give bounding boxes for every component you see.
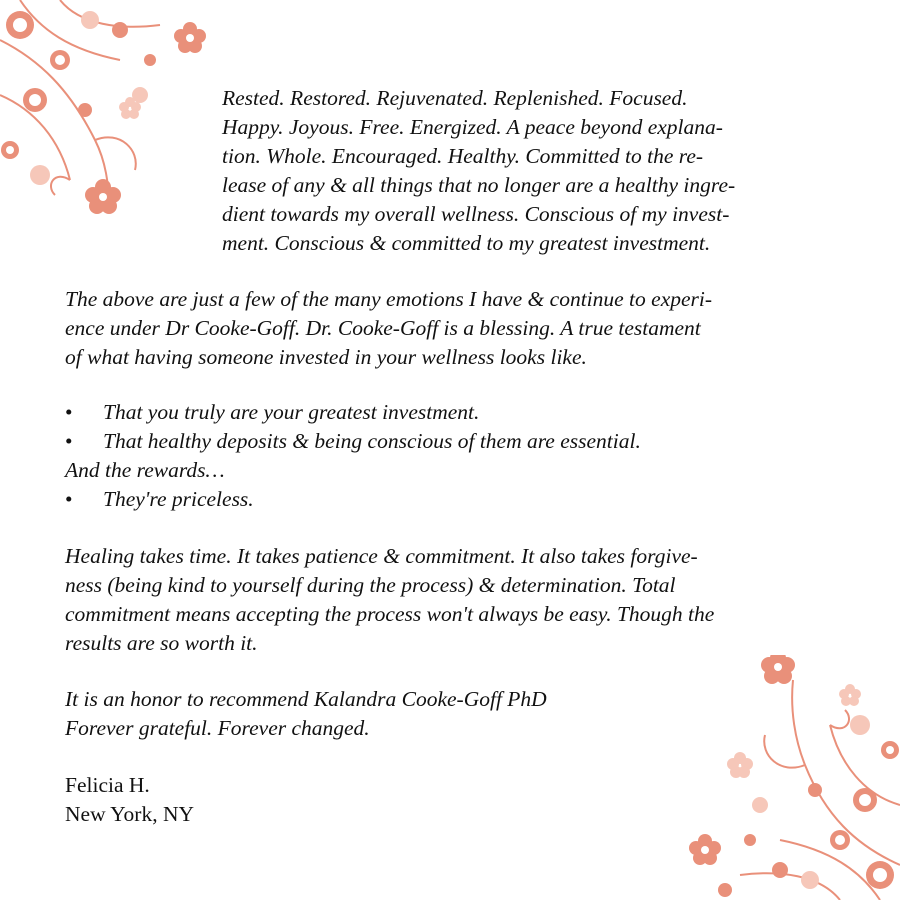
intro-line: dient towards my overall wellness. Conscious of my invest- — [222, 202, 730, 226]
paragraph-line: commitment means accepting the process won't always be easy. Though the — [65, 602, 715, 626]
floral-ornament-bottom-right — [665, 655, 900, 900]
bullet-icon: • — [65, 400, 73, 424]
list-item-text: They're priceless. — [103, 487, 254, 511]
list-item — [65, 427, 641, 456]
signature-block — [65, 771, 194, 829]
list-item — [65, 398, 641, 427]
signature-location: New York, NY — [65, 802, 195, 826]
paragraph-line: The above are just a few of the many emotions I have & continue to experi- — [65, 287, 713, 311]
bullet-icon: • — [65, 429, 73, 453]
paragraph-line: Forever grateful. Forever changed. — [65, 716, 370, 740]
intro-paragraph — [222, 84, 735, 258]
signature-name: Felicia H. — [65, 773, 150, 797]
closing-paragraph — [65, 685, 547, 743]
list-item — [65, 485, 641, 514]
list-item-text: That you truly are your greatest investment. — [103, 400, 480, 424]
bullet-icon: • — [65, 487, 73, 511]
paragraph-line: Healing takes time. It takes patience & commitment. It also takes forgive- — [65, 544, 698, 568]
paragraph-line: ness (being kind to yourself during the process) & determination. Total — [65, 573, 676, 597]
floral-ornament-top-left — [0, 0, 215, 220]
bullet-list — [65, 398, 641, 514]
paragraph-line: results are so worth it. — [65, 631, 258, 655]
list-item-text: That healthy deposits & being conscious of them are essential. — [103, 429, 641, 453]
intro-line: Happy. Joyous. Free. Energized. A peace beyond explana- — [222, 115, 723, 139]
paragraph-line: It is an honor to recommend Kalandra Cooke-Goff PhD — [65, 687, 547, 711]
list-interlude: And the rewards… — [65, 458, 225, 482]
intro-line: Rested. Restored. Rejuvenated. Replenished. Focused. — [222, 86, 688, 110]
intro-line: ment. Conscious & committed to my greatest investment. — [222, 231, 711, 255]
healing-paragraph — [65, 542, 714, 658]
paragraph-line: of what having someone invested in your wellness looks like. — [65, 345, 587, 369]
intro-line: tion. Whole. Encouraged. Healthy. Committed to the re- — [222, 144, 704, 168]
paragraph-line: ence under Dr Cooke-Goff. Dr. Cooke-Goff is a blessing. A true testament — [65, 316, 701, 340]
emotions-paragraph — [65, 285, 712, 372]
intro-line: lease of any & all things that no longer are a healthy ingre- — [222, 173, 736, 197]
